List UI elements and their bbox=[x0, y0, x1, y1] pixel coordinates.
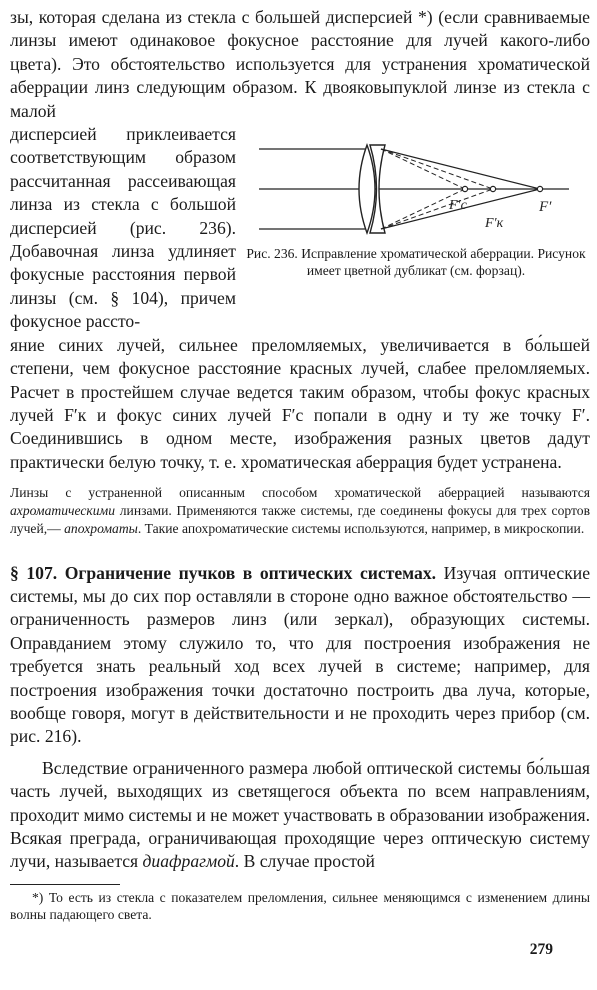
term-apochromats: апохроматы bbox=[64, 520, 138, 536]
ray-dashed-red-top bbox=[381, 149, 493, 189]
footnote-divider bbox=[10, 884, 120, 885]
paragraph-continued: яние синих лучей, сильнее преломляемых, увеличивается в бо́льшей степени, чем фокусное расстояние красных лучей, слабее преломляемых. Расчет в простейшем случае ведется таким образом, чтобы фокус красных лучей F′к и фокус синих лучей F′с попали в одну и ту же точку F′. Соединившись в одном месте, изображения разных цветов дадут практически белую точку, т. е. хроматическая аберрация будет устранена. bbox=[10, 334, 590, 472]
figure-row bbox=[10, 123, 590, 334]
focus-common-point bbox=[537, 186, 542, 191]
paragraph-last-text: Вследствие ограниченного размера любой оптической системы бо́льшая часть лучей, выходящих из светящегося объекта по всем направлениям, проходит мимо системы и не может участвовать в образовании изображения. Всякая преграда, ограничивающая проходящие через оптическую систему лучи, называется bbox=[10, 757, 590, 872]
term-diaphragm: диафрагмой bbox=[142, 851, 235, 872]
figure-236-diagram bbox=[257, 127, 575, 239]
paragraph-last bbox=[10, 757, 590, 874]
figure-236 bbox=[236, 123, 590, 279]
ray-solid-top bbox=[381, 149, 540, 189]
focus-blue-point bbox=[462, 186, 467, 191]
page-body bbox=[10, 6, 590, 924]
label-focus-blue: F′c bbox=[449, 198, 467, 214]
section-107 bbox=[10, 562, 590, 749]
page-number: 279 bbox=[529, 941, 553, 958]
section-text: Изучая оптические системы, мы до сих пор оставляли в стороне одно важное обстоятельство — ограниченность размеров линз (или зеркал), образующих системы. Оправданием этому служило то, что для построения изображения не требуется знать реальный ход всех лучей в системе; например, для построения изображения точки достаточно построить два луча, которые, вообще говоря, могут в действительности и не проходить через прибор (см. рис. 216). bbox=[10, 562, 591, 747]
small-note-part2: линзами. Применяются также системы, где соединены фокусы для трех сортов лучей,— bbox=[10, 502, 590, 536]
footnote: *) То есть из стекла с показателем преломления, сильнее меняющимся с изменением длины волны падающего света. bbox=[10, 889, 590, 923]
label-focus-red: F′к bbox=[485, 216, 504, 232]
paragraph-top: зы, которая сделана из стекла с большей дисперсией *) (если сравниваемые линзы имеют одинаковое фокусное расстояние для лучей какого-либо цвета). Это обстоятельство используется для устранения хроматической аберрации линз следующим образом. К двояковыпуклой линзе из стекла с малой bbox=[10, 7, 590, 121]
small-note-part3: . Такие апохроматические системы используются, например, в микроскопии. bbox=[137, 520, 585, 536]
term-achromatic: ахроматическими bbox=[10, 502, 115, 518]
paragraph-beside-figure: дисперсией приклеивается соответствующим образом рассчитанная рассеивающая линза из стекла с большой дисперсией (рис. 236). Добавочная линза удлиняет фокусные расстояния первой линзы (см. § 104), причем фокусное рассто- bbox=[10, 124, 236, 332]
small-print-note bbox=[10, 484, 590, 537]
figure-caption: Рис. 236. Исправление хроматической аберрации. Рисунок имеет цветной дубликат (см. форзац). bbox=[246, 246, 586, 279]
section-heading: § 107. Ограничение пучков в оптических системах. bbox=[10, 562, 437, 583]
small-note-part1: Линзы с устраненной описанным способом хроматической аберрацией называются bbox=[10, 485, 590, 501]
paragraph-last-tail: . В случае простой bbox=[234, 851, 375, 872]
label-focus-common: F′ bbox=[539, 199, 552, 216]
ray-dashed-blue-top bbox=[381, 149, 465, 189]
ray-dashed-red-bottom bbox=[381, 189, 493, 229]
focus-red-point bbox=[490, 186, 495, 191]
